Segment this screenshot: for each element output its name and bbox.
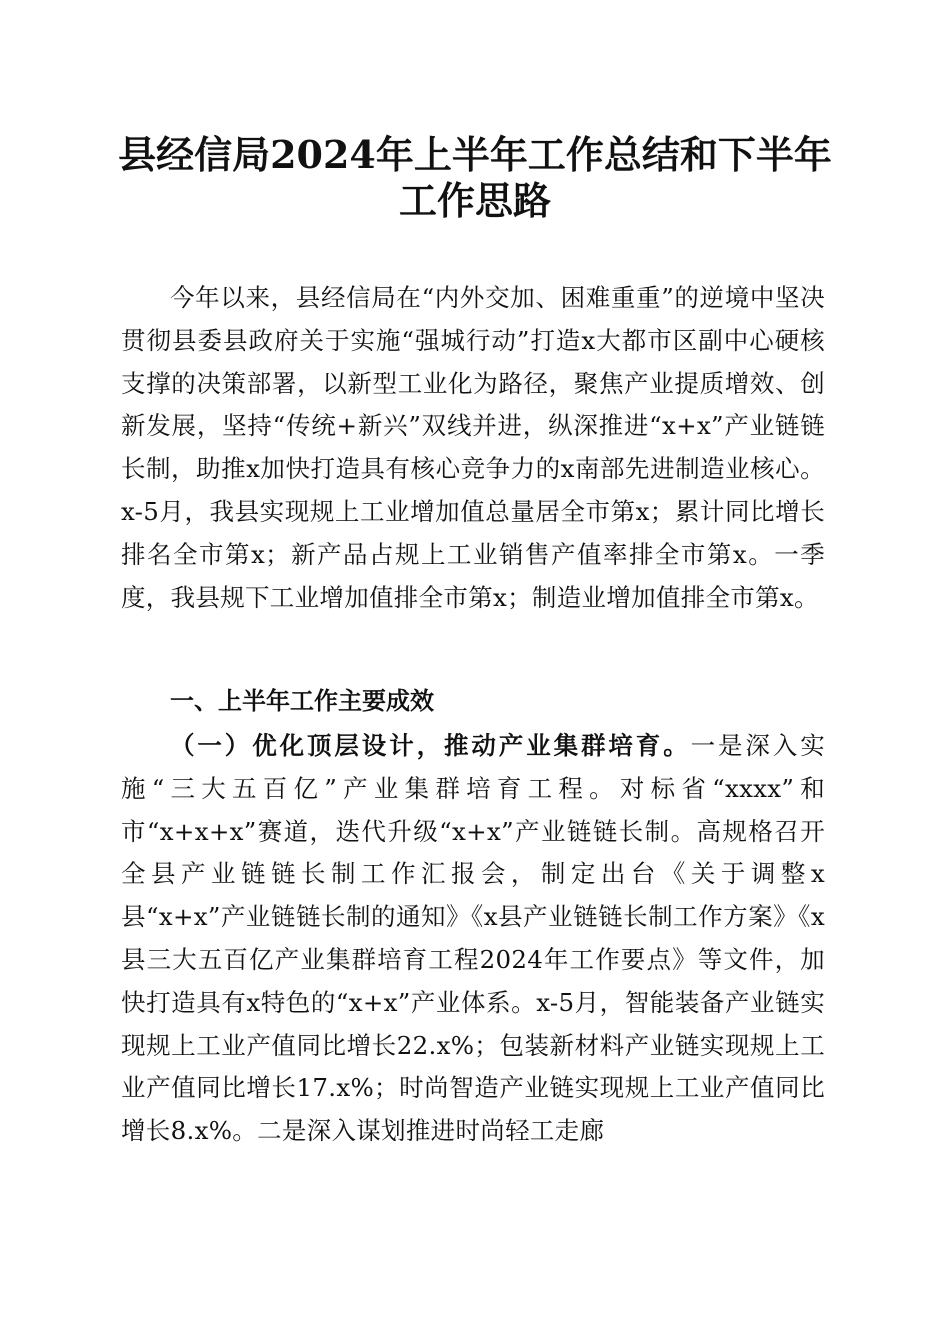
section-heading: 一、上半年工作主要成效 [170,687,434,715]
subsection-body: 一是深入实施“三大五百亿”产业集群培育工程。对标省“xxxx”和市“x+x+x”赛道，迭代升级“x+x”产业链链长制。高规格召开全县产业链链长制工作汇报会，制定出台《关于调整x县“x+x”产业链链长制的通知》《x县产业链链长制工作方案》《x县三大五百亿产业集群培育工程2024年工作要点》等文件，加快打造具有x特色的“x+x”产业体系。x-5月，智能装备产业链实现规上工业产值同比增长22.x%；包装新材料产业链实现规上工业产值同比增长17.x%；时尚智造产业链实现规上工业产值同比增长8.x%。二是深入谋划推进时尚轻工走廊 [121,731,826,1146]
document-title: 县经信局2024年上半年工作总结和下半年工作思路 [118,132,832,223]
intro-paragraph: 今年以来，县经信局在“内外交加、困难重重”的逆境中坚决贯彻县委县政府关于实施“强城行动”打造x大都市区副中心硬核支撑的决策部署，以新型工业化为路径，聚焦产业提质增效、创新发展，坚持“传统+新兴”双线并进，纵深推进“x+x”产业链链长制，助推x加快打造具有核心竞争力的x南部先进制造业核心。x-5月，我县实现规上工业增加值总量居全市第x；累计同比增长排名全市第x；新产品占规上工业销售产值率排全市第x。一季度，我县规下工业增加值排全市第x；制造业增加值排全市第x。 [121,283,825,612]
subsection-heading: （一）优化顶层设计，推动产业集群培育。 [170,731,691,760]
section-paragraph [121,725,825,1153]
